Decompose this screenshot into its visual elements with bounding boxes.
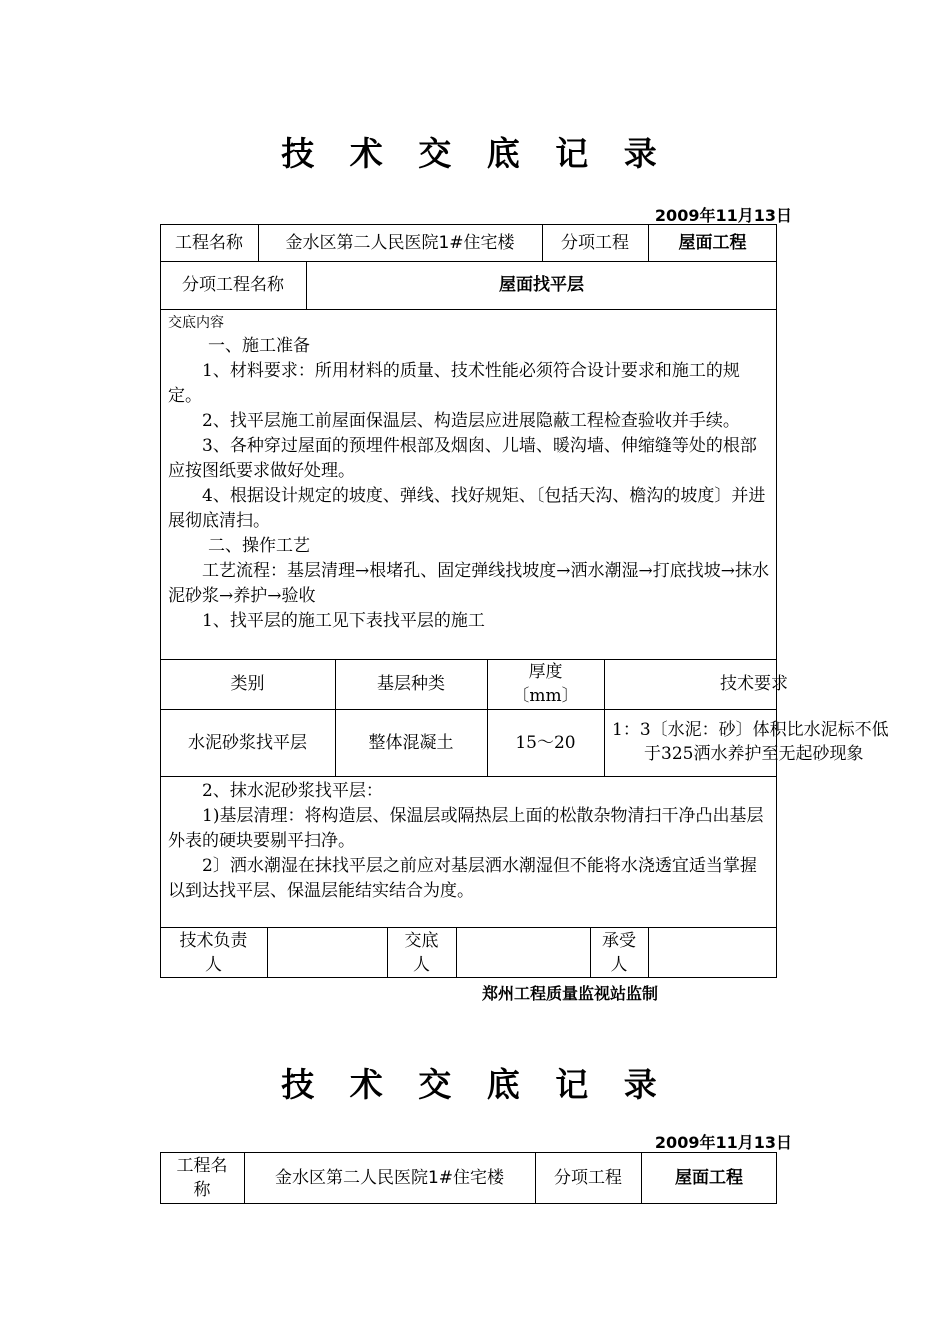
row-type: 水泥砂浆找平层 xyxy=(188,732,307,753)
paragraph: 2、抹水泥砂浆找平层： xyxy=(202,781,383,801)
paragraph: 1、材料要求：所用材料的质量、技术性能必须符合设计要求和施工的规定。 xyxy=(168,361,740,406)
project-name-label: 工程名 称 xyxy=(176,1156,228,1200)
paragraph: 工艺流程：基层清理→根堵孔、固定弹线找坡度→洒水潮湿→打底找坡→抹水泥砂浆→养护→验收 xyxy=(168,561,769,606)
handover-content xyxy=(168,312,772,634)
handover-content-continued xyxy=(168,779,772,904)
receiver-label: 承受 人 xyxy=(602,930,636,975)
subitem-value: 屋面工程 xyxy=(675,1168,743,1188)
section-heading: 一、施工准备 xyxy=(208,336,310,356)
row-requirement: 1：3〔水泥：砂〕体积比水泥标不低 于325洒水养护至无起砂现象 xyxy=(612,720,889,764)
subitem-name-label: 分项工程名称 xyxy=(182,275,284,295)
supervisor-footer: 郑州工程质量监视站监制 xyxy=(482,984,659,1003)
handover-person-label: 交底 人 xyxy=(404,930,439,975)
col-requirement-header: 技术要求 xyxy=(720,674,788,694)
col-type-header: 类别 xyxy=(230,674,265,694)
row-base: 整体混凝土 xyxy=(368,732,454,753)
tech-lead-label: 技术负责 人 xyxy=(179,930,248,975)
col-base-header: 基层种类 xyxy=(377,674,445,694)
subitem-label: 分项工程 xyxy=(561,232,629,253)
page-title: 技 术 交 底 记 录 xyxy=(281,134,669,173)
section-heading: 二、操作工艺 xyxy=(208,536,310,556)
paragraph: 3、各种穿过屋面的预埋件根部及烟囱、儿墙、暖沟墙、伸缩缝等处的根部应按图纸要求做好处理。 xyxy=(168,436,757,481)
row-thickness: 15～20 xyxy=(515,732,576,753)
paragraph: 2〕洒水潮湿在抹找平层之前应对基层洒水潮湿但不能将水浇透宜适当掌握以到达找平层、保温层能结实结合为度。 xyxy=(168,856,757,901)
subitem-label: 分项工程 xyxy=(554,1168,622,1188)
paragraph: 4、根据设计规定的坡度、弹线、找好规矩、〔包括天沟、檐沟的坡度〕并进展彻底清扫。 xyxy=(168,486,766,531)
subitem-value: 屋面工程 xyxy=(678,232,747,253)
record-date: 2009年11月13日 xyxy=(654,206,792,225)
project-name-value: 金水区第二人民医院1#住宅楼 xyxy=(274,1168,505,1188)
content-label: 交底内容 xyxy=(168,315,224,331)
page-title: 技 术 交 底 记 录 xyxy=(281,1065,669,1104)
record-date: 2009年11月13日 xyxy=(654,1133,792,1152)
project-name-value: 金水区第二人民医院1#住宅楼 xyxy=(285,232,515,253)
project-name-label: 工程名称 xyxy=(175,232,243,253)
col-thickness-header: 厚度 〔mm〕 xyxy=(512,662,579,706)
subitem-name-value: 屋面找平层 xyxy=(499,275,584,295)
paragraph: 2、找平层施工前屋面保温层、构造层应进展隐蔽工程检查验收并手续。 xyxy=(202,411,740,431)
paragraph: 1)基层清理：将构造层、保温层或隔热层上面的松散杂物清扫干净凸出基层外表的硬块要剔平扫净。 xyxy=(168,806,764,851)
paragraph: 1、找平层的施工见下表找平层的施工 xyxy=(202,611,485,631)
